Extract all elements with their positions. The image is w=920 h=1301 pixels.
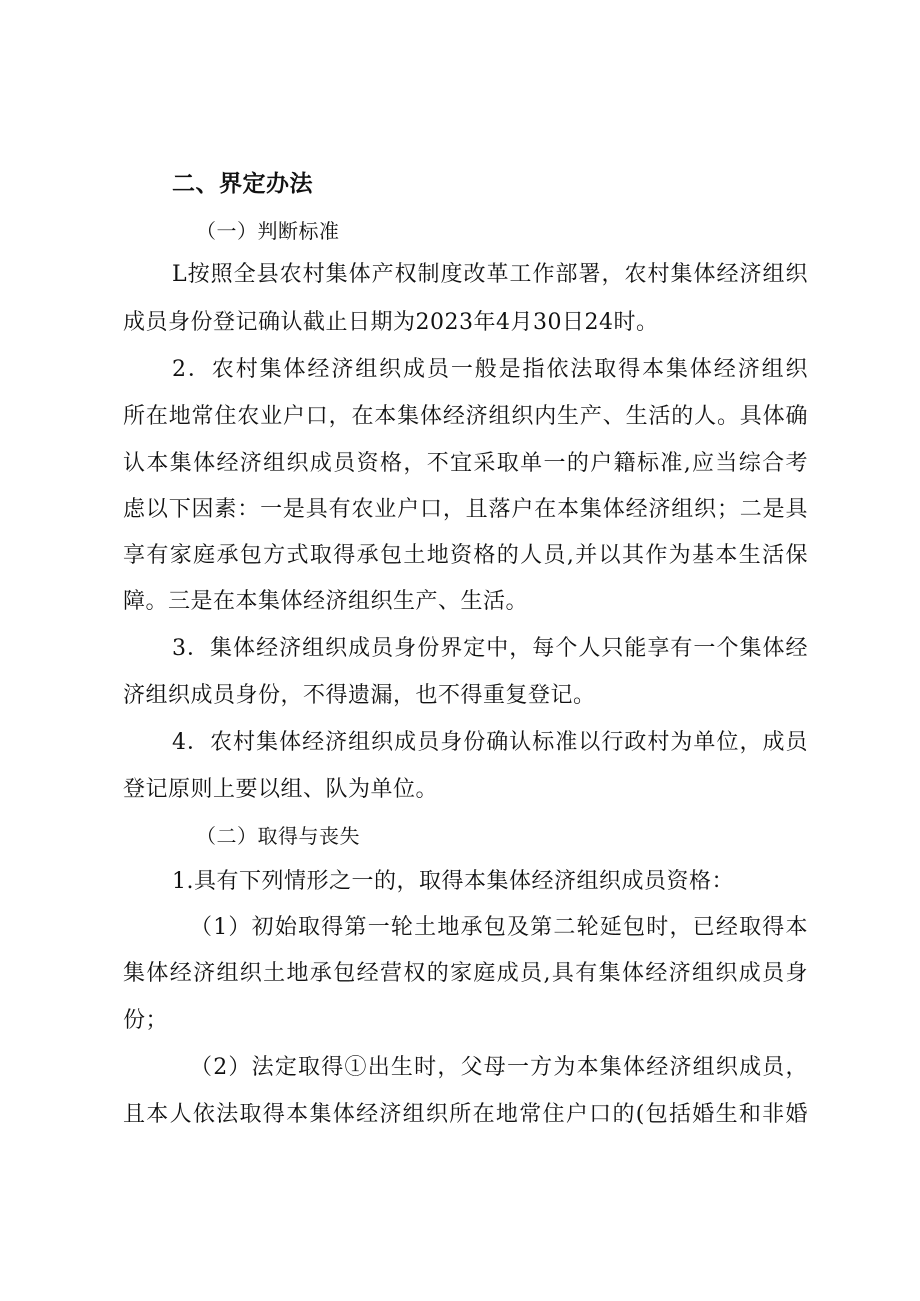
paragraph-line: 4．农村集体经济组织成员身份确认标准以行政村为单位，成员 <box>172 730 808 755</box>
paragraph-line: 所在地常住农业户口，在本集体经济组织内生产、生活的人。具体确 <box>123 404 808 429</box>
paragraph-line: 且本人依法取得本集体经济组织所在地常住户口的(包括婚生和非婚 <box>123 1102 808 1127</box>
subsection-heading-acquire-lose: （二）取得与丧失 <box>196 824 360 848</box>
paragraph-line: （1）初始取得第一轮土地承包及第二轮延包时，已经取得本 <box>190 915 808 940</box>
paragraph-line: 障。三是在本集体经济组织生产、生活。 <box>123 589 529 614</box>
paragraph-line: 成员身份登记确认截止日期为2023年4月30日24时。 <box>123 310 659 335</box>
paragraph-line: （2）法定取得①出生时，父母一方为本集体经济组织成员， <box>190 1055 808 1080</box>
paragraph-line: 济组织成员身份，不得遗漏，也不得重复登记。 <box>123 683 596 708</box>
paragraph-line: 认本集体经济组织成员资格，不宜采取单一的户籍标准,应当综合考 <box>123 451 808 476</box>
paragraph-line: L按照全县农村集体产权制度改革工作部署，农村集体经济组织 <box>172 262 808 287</box>
paragraph-line: 虑以下因素：一是具有农业户口，且落户在本集体经济组织；二是具 <box>123 497 808 522</box>
paragraph-line: 1.具有下列情形之一的，取得本集体经济组织成员资格： <box>172 869 734 894</box>
paragraph-line: 享有家庭承包方式取得承包土地资格的人员,并以其作为基本生活保 <box>123 543 808 568</box>
paragraph-line: 登记原则上要以组、队为单位。 <box>123 777 439 802</box>
section-heading: 二、界定办法 <box>172 171 313 197</box>
paragraph-line: 3．集体经济组织成员身份界定中，每个人只能享有一个集体经 <box>172 636 808 661</box>
subsection-heading-criteria: （一）判断标准 <box>196 219 340 243</box>
paragraph-line: 2．农村集体经济组织成员一般是指依法取得本集体经济组织 <box>172 357 808 382</box>
paragraph-line: 份； <box>123 1008 169 1033</box>
paragraph-line: 集体经济组织土地承包经营权的家庭成员,具有集体经济组织成员身 <box>123 961 808 986</box>
